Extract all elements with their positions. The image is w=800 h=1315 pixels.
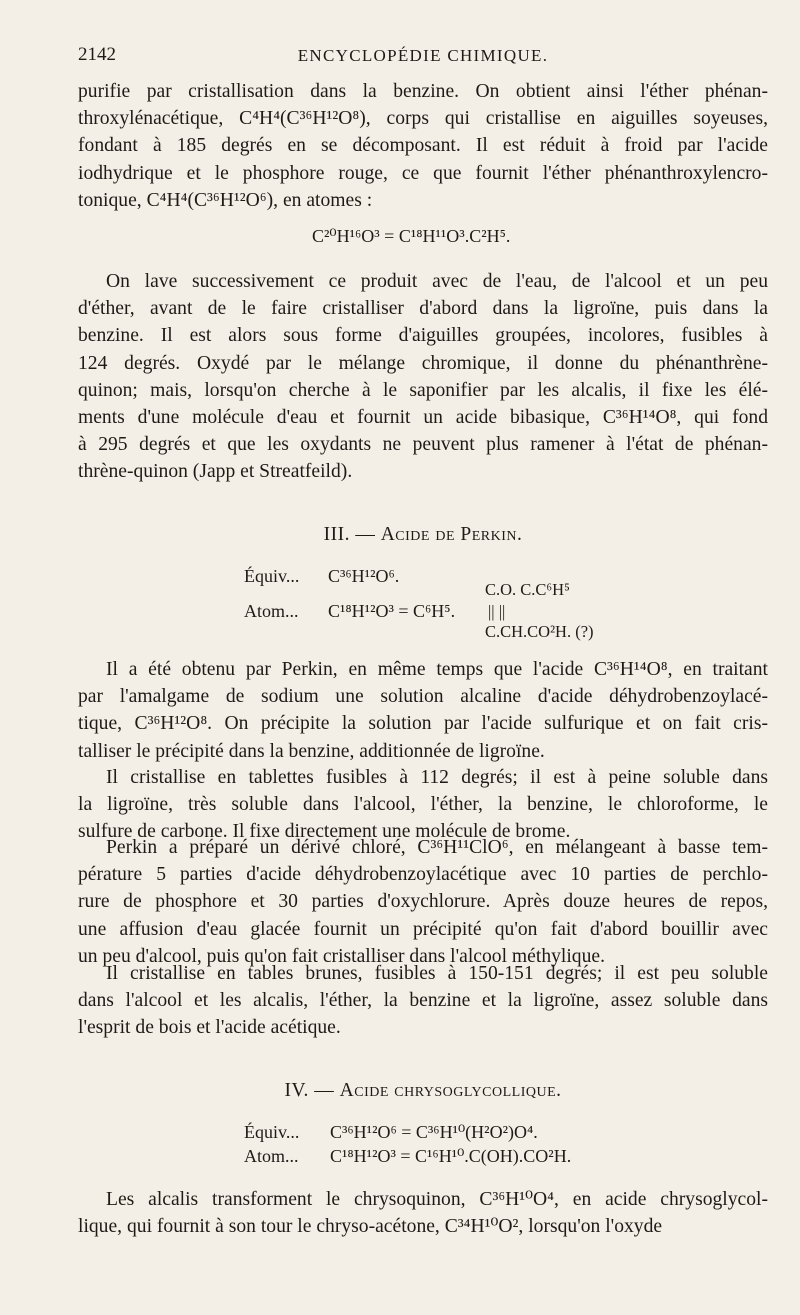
text-line: talliser le précipité dans la benzine, additionnée de ligroïne. (78, 740, 545, 762)
structure-bonds: || || (488, 602, 506, 621)
text-line: Perkin a préparé un dérivé chloré, C³⁶H¹¹ClO⁶, en mélangeant à basse tem- (106, 837, 768, 858)
text-line: ments d'une molécule d'eau et fournit un acide bibasique, C³⁶H¹⁴O⁸, qui fond (78, 407, 768, 429)
paragraph-6 (78, 960, 768, 1042)
atom-label: Atom... (244, 1146, 299, 1166)
page-number: 2142 (78, 44, 116, 65)
text-line: la ligroïne, très soluble dans l'alcool, l'éther, la benzine, le chloroforme, le (78, 794, 768, 816)
text-line: une affusion d'eau glacée fournit un précipité qu'on fait d'abord bouillir avec (78, 918, 768, 940)
atom-formula: C¹⁸H¹²O³ = C⁶H⁵. (328, 601, 456, 621)
text-line: pérature 5 parties d'acide déhydrobenzoylacétique avec 10 parties de perchlo- (78, 864, 768, 886)
text-line: Il cristallise en tablettes fusibles à 112 degrés; il est à peine soluble dans (106, 767, 768, 788)
equiv-formula: C³⁶H¹²O⁶ = C³⁶H¹⁰(H²O²)O⁴. (330, 1122, 538, 1142)
text-line: quinon; mais, lorsqu'on cherche à le saponifier par les alcalis, il fixe les élé- (78, 379, 768, 401)
text-line: tique, C³⁶H¹²O⁸. On précipite la solution par l'acide sulfurique et on fait cris- (78, 713, 768, 735)
text-line: rure de phosphore et 30 parties d'oxychlorure. Après douze heures de repos, (78, 891, 768, 913)
text-line: d'éther, avant de le faire cristalliser d'abord dans la ligroïne, puis dans la (78, 298, 768, 320)
text-line: throxylénacétique, C⁴H⁴(C³⁶H¹²O⁸), corps qui cristallise en aiguilles soyeuses, (78, 108, 768, 130)
text-line: Il a été obtenu par Perkin, en même temps que l'acide C³⁶H¹⁴O⁸, en traitant (106, 659, 768, 680)
atom-label: Atom... (244, 601, 299, 621)
equiv-formula: C³⁶H¹²O⁶. (328, 566, 400, 586)
paragraph-1 (78, 78, 768, 214)
section-heading-iv (78, 1080, 768, 1102)
text-line: tonique, C⁴H⁴(C³⁶H¹²O⁶), en atomes : (78, 189, 373, 211)
text-line: sulfure de carbone. Il fixe directement une molécule de brome. (78, 821, 571, 843)
text-line: iodhydrique et le phosphore rouge, ce que fournit l'éther phénanthroxylencro- (78, 162, 768, 184)
section-numeral: IV. — (284, 1080, 335, 1101)
section-title: Acide chrysoglycollique. (339, 1080, 562, 1101)
formula-ether: C²⁰H¹⁶O³ = C¹⁸H¹¹O³.C²H⁵. (312, 226, 511, 246)
paragraph-2 (78, 268, 768, 486)
text-line: Les alcalis transforment le chrysoquinon, C³⁶H¹⁰O⁴, en acide chrysoglycol- (106, 1189, 768, 1210)
text-line: lique, qui fournit à son tour le chryso-acétone, C³⁴H¹⁰O², lorsqu'on l'oxyde (78, 1216, 663, 1238)
text-line: Il cristallise en tables brunes, fusibles à 150-151 degrés; il est peu soluble (106, 963, 768, 984)
equiv-label: Équiv... (244, 1122, 300, 1142)
text-line: par l'amalgame de sodium une solution alcaline d'acide déhydrobenzoylacé- (78, 686, 768, 708)
text-line: l'esprit de bois et l'acide acétique. (78, 1017, 341, 1039)
text-line: 124 degrés. Oxydé par le mélange chromique, il donne du phénanthrène- (78, 352, 768, 374)
text-line: On lave successivement ce produit avec de l'eau, de l'alcool et un peu (106, 271, 768, 292)
text-line: à 295 degrés et que les oxydants ne peuvent plus ramener à l'état de phénan- (78, 434, 768, 456)
section-heading-iii (78, 524, 768, 546)
paragraph-3 (78, 656, 768, 765)
paragraph-7 (78, 1186, 768, 1240)
text-line: un peu d'alcool, puis qu'on fait cristalliser dans l'alcool méthylique. (78, 945, 605, 967)
structure-top: C.O. C.C⁶H⁵ (485, 580, 570, 599)
section-numeral: III. — (323, 524, 376, 545)
equiv-label: Équiv... (244, 566, 300, 586)
text-line: fondant à 185 degrés en se décomposant. Il est réduit à froid par l'acide (78, 135, 768, 157)
text-line: dans l'alcool et les alcalis, l'éther, la benzine et la ligroïne, assez soluble dans (78, 990, 768, 1012)
text-line: purifie par cristallisation dans la benzine. On obtient ainsi l'éther phénan- (78, 81, 768, 102)
text-line: thrène-quinon (Japp et Streatfeild). (78, 461, 353, 483)
running-title: ENCYCLOPÉDIE CHIMIQUE. (297, 46, 549, 65)
paragraph-5 (78, 834, 768, 970)
text-line: benzine. Il est alors sous forme d'aiguilles groupées, incolores, fusibles à (78, 325, 768, 347)
page-header (78, 44, 768, 70)
atom-formula: C¹⁸H¹²O³ = C¹⁶H¹⁰.C(OH).CO²H. (330, 1146, 572, 1166)
section-title: Acide de Perkin. (380, 524, 523, 545)
structure-bottom: C.CH.CO²H. (?) (485, 622, 594, 641)
